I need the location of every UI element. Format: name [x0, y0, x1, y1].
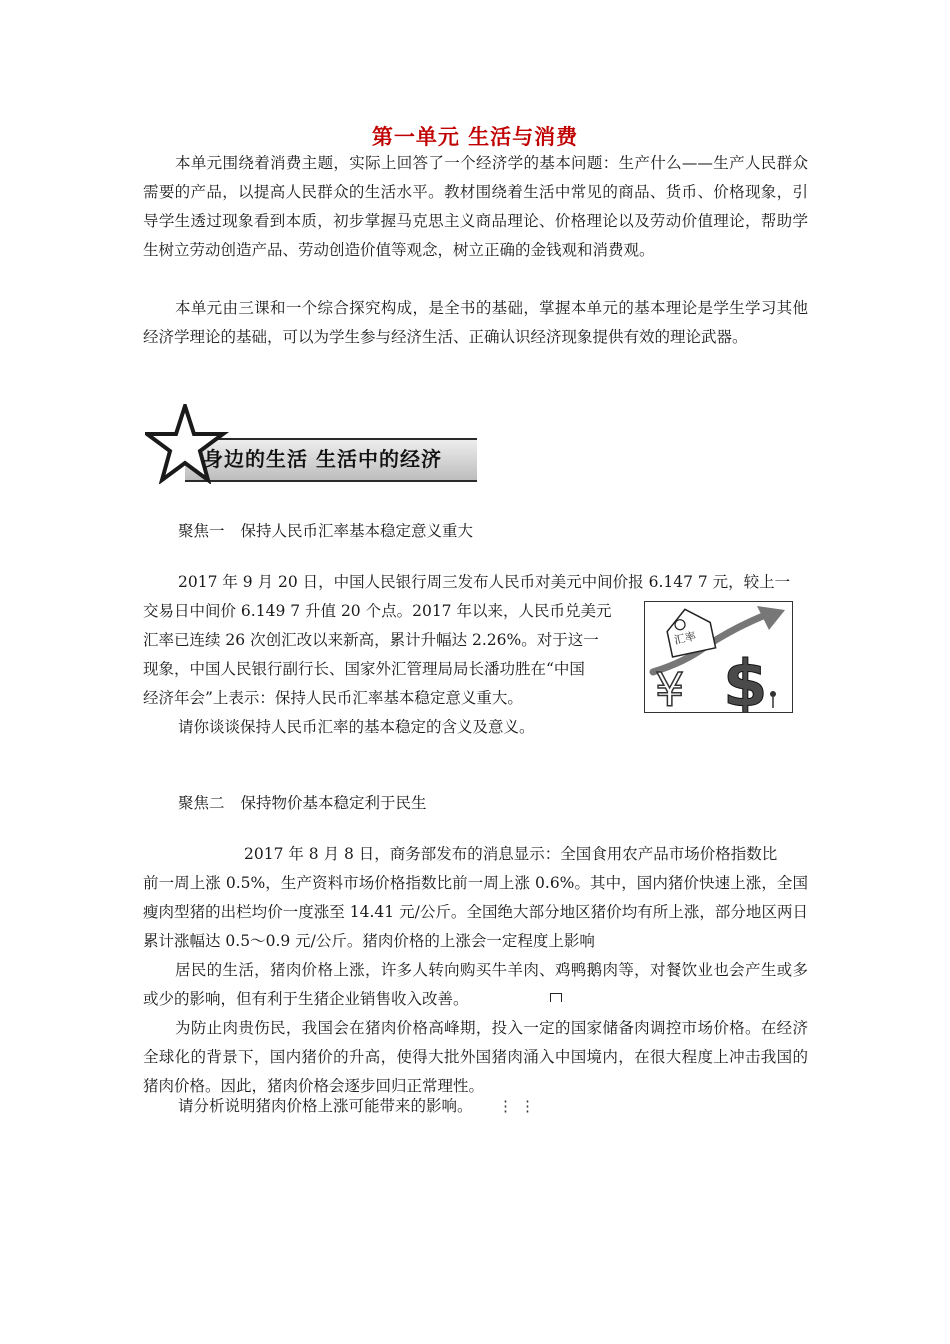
intro-paragraph-1: 本单元围绕着消费主题，实际上回答了一个经济学的基本问题：生产什么——生产人民群众需要的产品，以提高人民群众的生活水平。教材围绕着生活中常见的商品、货币、价格现象，引导学生透过现象看到本质，初步掌握马克思主义商品理论、价格理论以及劳动价值理论，帮助学生树立劳动创造产品、劳动创造价值等观念，树立正确的金钱观和消费观。	[143, 154, 808, 259]
focus2-line-1: 2017 年 8 月 8 日，商务部发布的消息显示：全国食用农产品市场价格指数比	[244, 845, 778, 863]
focus1-question: 请你谈谈保持人民币汇率的基本稳定的含义及意义。	[178, 718, 535, 736]
focus2-paragraph-2: 居民的生活，猪肉价格上涨，许多人转向购买牛羊肉、鸡鸭鹅肉等，对餐饮业也会产生或多或少的影响，但有利于生猪企业销售收入改善。	[143, 961, 808, 1008]
focus1-label: 聚焦一	[178, 522, 225, 540]
intro-paragraph-2: 本单元由三课和一个综合探究构成，是全书的基础，掌握本单元的基本理论是学生学习其他经济学理论的基础，可以为学生参与经济生活、正确认识经济现象提供有效的理论武器。	[143, 299, 808, 346]
focus1-line-3: 汇率已连续 26 次创汇改以来新高，累计升幅达 2.26%。对于这一	[143, 631, 599, 649]
focus2-paragraph-3: 为防止肉贵伤民，我国会在猪肉价格高峰期，投入一定的国家储备肉调控市场价格。在经济全球化的背景下，国内猪价的升高，使得大批外国猪肉涌入中国境内，在很大程度上冲击我国的猪肉价格。因此，猪肉价格会逐步回归正常理性。	[143, 1019, 808, 1095]
page-title: 第一单元 生活与消费	[371, 125, 579, 149]
focus2-paragraph-1: 前一周上涨 0.5%，生产资料市场价格指数比前一周上涨 0.6%。其中，国内猪价快速上涨，全国瘦肉型猪的出栏均价一度涨至 14.41 元/公斤。全国绝大部分地区猪价均有所上涨，部分地区两日累计涨幅达 0.5～0.9 元/公斤。猪肉价格的上涨会一定程度上影响	[143, 874, 808, 950]
section-banner	[145, 404, 480, 482]
focus2-title: 保持物价基本稳定利于民生	[240, 794, 427, 812]
focus2-label: 聚焦二	[178, 794, 225, 812]
focus1-line-5: 经济年会”上表示：保持人民币汇率基本稳定意义重大。	[143, 689, 523, 707]
banner-text: 身边的生活 生活中的经济	[203, 447, 442, 471]
focus2-heading	[178, 791, 427, 813]
dotted-mark-icon: ⋮⋮	[498, 1097, 542, 1115]
focus1-line-4: 现象，中国人民银行副行长、国家外汇管理局局长潘功胜在“中国	[143, 660, 585, 678]
focus1-heading	[178, 519, 473, 541]
house-label: 汇率	[672, 629, 698, 647]
exchange-rate-illustration	[645, 602, 792, 712]
focus1-title: 保持人民币汇率基本稳定意义重大	[240, 522, 474, 540]
yuan-symbol: ¥	[655, 663, 685, 712]
focus1-line-1: 2017 年 9 月 20 日，中国人民银行周三发布人民币对美元中间价报 6.147 7 元，较上一	[178, 573, 791, 591]
focus1-line-2: 交易日中间价 6.149 7 升值 20 个点。2017 年以来，人民币兑美元	[143, 602, 612, 620]
exchange-rate-figure	[644, 601, 793, 713]
text-mark-icon	[550, 993, 562, 1002]
focus2-question: 请分析说明猪肉价格上涨可能带来的影响。	[178, 1097, 473, 1115]
dollar-symbol: $	[723, 648, 768, 712]
